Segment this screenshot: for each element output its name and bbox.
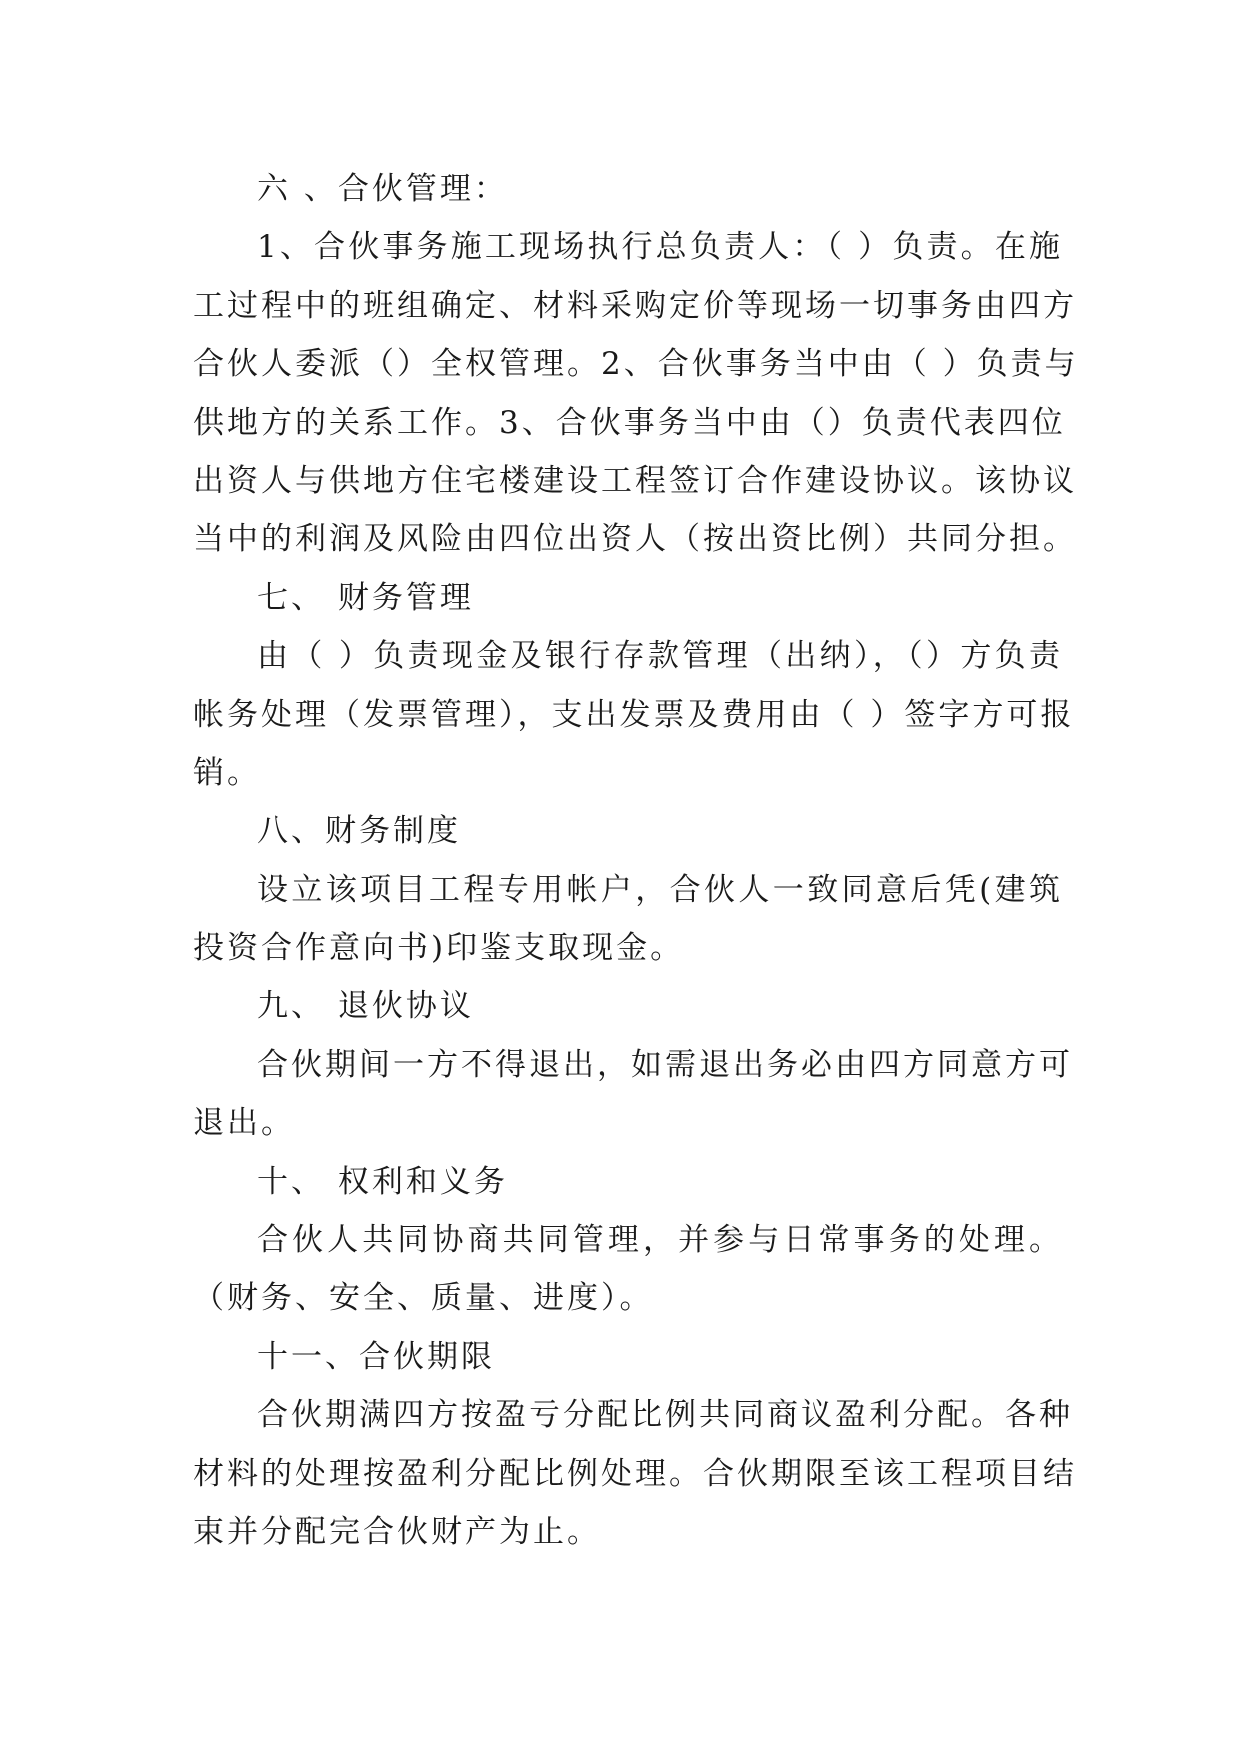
document-body [193, 160, 1079, 1561]
text-line: 工过程中的班组确定、材料采购定价等现场一切事务由四方 [193, 287, 1077, 324]
text-line: 束并分配完合伙财产为止。 [193, 1513, 601, 1550]
text-line: 1、合伙事务施工现场执行总负责人：（ ）负责。在施 [257, 229, 1063, 266]
text-line: （财务、安全、质量、进度）。 [193, 1280, 654, 1317]
text-line: 设立该项目工程专用帐户，合伙人一致同意后凭(建筑 [257, 871, 1063, 908]
text-line: 合伙人共同协商共同管理，并参与日常事务的处理。 [257, 1222, 1063, 1259]
text-line: 由（ ）负责现金及银行存款管理（出纳），（）方负责 [257, 638, 1063, 675]
text-line: 六 、合伙管理： [257, 171, 508, 207]
text-line: 退出。 [193, 1105, 295, 1142]
text-line: 投资合作意向书)印鉴支取现金。 [193, 930, 685, 967]
text-line: 材料的处理按盈利分配比例处理。合伙期限至该工程项目结 [193, 1455, 1077, 1492]
text-line: 合伙期间一方不得退出，如需退出务必由四方同意方可 [257, 1046, 1073, 1083]
text-line: 销。 [193, 754, 261, 791]
text-line: 七、 财务管理 [257, 579, 474, 616]
text-line: 供地方的关系工作。3、合伙事务当中由（）负责代表四位 [193, 404, 1066, 441]
text-line: 合伙期满四方按盈亏分配比例共同商议盈利分配。各种 [257, 1397, 1073, 1434]
text-line: 九、 退伙协议 [257, 988, 474, 1025]
text-line: 帐务处理（发票管理），支出发票及费用由（ ）签字方可报 [193, 696, 1075, 733]
text-line: 出资人与供地方住宅楼建设工程签订合作建设协议。该协议 [193, 462, 1077, 499]
text-line: 当中的利润及风险由四位出资人（按出资比例）共同分担。 [193, 521, 1077, 558]
text-line: 合伙人委派（）全权管理。2、合伙事务当中由（ ）负责与 [193, 346, 1079, 383]
text-line: 十、 权利和义务 [257, 1163, 508, 1200]
text-line: 十一、合伙期限 [257, 1338, 495, 1375]
text-line: 八、财务制度 [257, 813, 461, 850]
